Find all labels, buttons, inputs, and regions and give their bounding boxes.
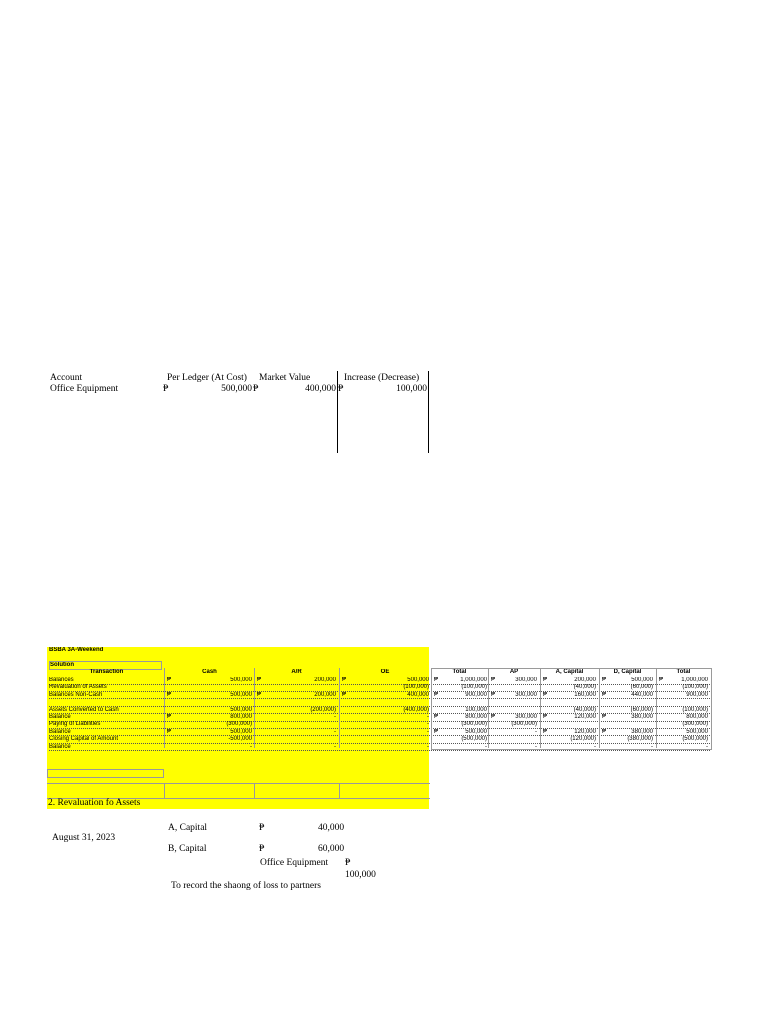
grid-line [254,668,255,748]
cell-total2: (100,000) [682,684,708,691]
cell-cash: - [250,743,252,750]
debit-account: A, Capital [168,823,208,833]
cell-d-cap: 500,000 [631,677,653,683]
row-label: Paying of Liabilities [49,721,101,728]
row-label: Revaluation of Assets [49,684,107,691]
col-header-a-capital: A, Capital [555,669,584,675]
peso-sign: ₱ [491,691,496,698]
peso-sign: ₱ [167,728,172,735]
cell-ap: - [535,728,537,735]
cell-ar: - [334,743,336,750]
sheet-title: BSBA 3A-Weekend [49,647,104,653]
cell-oe: - [427,714,429,720]
row-label: Balances Non-Cash [49,691,103,698]
cell-total2: 1,000,000 [681,677,708,683]
row-increase: 100,000 [396,384,427,394]
header-account: Account [50,373,83,383]
col-header-ar: A/R [291,669,302,675]
grid-line [164,783,165,798]
cell-oe: (100,000) [403,684,429,691]
cell-oe: 400,000 [407,691,429,698]
col-header-transaction: Transaction [89,669,124,675]
grid-line [540,668,541,748]
debit-amount: 60,000 [318,844,345,854]
cell-ar: (200,000) [310,706,336,713]
peso-sign: ₱ [602,714,607,720]
cell-d-cap: 380,000 [631,714,653,720]
row-label: Balance [49,728,71,735]
cell-d-cap: 440,000 [631,691,653,698]
empty-row [47,783,430,799]
peso-sign: ₱ [253,384,259,394]
cell-ap: 300,000 [515,714,537,720]
row-label: Balance [49,743,71,750]
section-title: 2. Revaluation fo Assets [48,798,141,808]
grid-line [656,668,657,748]
peso-sign: ₱ [434,691,439,698]
cell-d-cap: (60,000) [630,684,653,691]
peso-sign: ₱ [602,677,607,683]
cell-oe: 500,000 [407,677,429,683]
cell-oe: (400,000) [403,706,429,713]
cell-a-cap: - [594,743,596,750]
cell-oe: - [427,728,429,735]
cell-total2: (300,000) [682,721,708,728]
grid-line [599,668,600,748]
grid-line [488,668,489,748]
entry-date: August 31, 2023 [52,833,116,843]
cell-d-cap: 380,000 [631,728,653,735]
cell-cash: 500,000 [230,706,252,713]
col-header-ap: AP [509,669,519,675]
row-divider [49,750,710,751]
grid-line [164,668,165,748]
row-per-ledger: 500,000 [221,384,252,394]
peso-sign: ₱ [543,691,548,698]
cell-ar: - [334,714,336,720]
row-label: Balances [49,677,74,683]
grid-line [339,668,340,748]
peso-sign: ₱ [602,691,607,698]
peso-sign: ₱ [167,691,172,698]
cell-total2: 900,000 [686,691,708,698]
cell-d-cap: - [651,743,653,750]
peso-sign: ₱ [342,677,347,683]
peso-sign: ₱ [543,677,548,683]
peso-sign: ₱ [491,714,496,720]
cell-a-cap: (40,000) [573,706,596,713]
grid-line [254,783,255,798]
row-label: Closing Capital of Amount [49,736,119,743]
solution-label: Solution [49,661,162,670]
peso-sign: ₱ [163,384,169,394]
col-header-total2: Total [676,669,691,675]
cell-cash: 800,000 [230,714,252,720]
cell-ar: 200,000 [314,677,336,683]
credit-amount: 100,000 [345,870,376,880]
cell-ap: - [535,743,537,750]
cell-a-cap: 200,000 [574,677,596,683]
peso-sign: ₱ [338,384,344,394]
debit-account: B, Capital [168,844,207,854]
peso-sign: ₱ [345,858,351,868]
column-divider [428,371,429,453]
row-account: Office Equipment [50,384,119,394]
header-market-value: Market Value [259,373,311,383]
cell-ar: - [334,728,336,735]
peso-sign: ₱ [259,844,265,854]
col-header-d-capital: D, Capital [613,669,642,675]
header-increase: Increase (Decrease) [344,373,420,383]
peso-sign: ₱ [342,691,347,698]
row-market-value: 400,000 [305,384,336,394]
cell-ar: 200,000 [314,691,336,698]
cell-total: (300,000) [461,721,487,728]
grid-line [339,783,340,798]
peso-sign: ₱ [259,823,265,833]
credit-account: Office Equipment [260,858,329,868]
cell-a-cap: 160,000 [574,691,596,698]
cell-total: 900,000 [465,691,487,698]
peso-sign: ₱ [543,714,548,720]
cell-oe: - [427,743,429,750]
peso-sign: ₱ [659,677,664,683]
empty-cell [47,769,164,778]
cell-total: - [485,743,487,750]
cell-ap: 300,000 [515,677,537,683]
peso-sign: ₱ [167,714,172,720]
col-header-cash: Cash [202,669,217,675]
col-header-oe: OE [380,669,390,675]
cell-total: 500,000 [465,728,487,735]
cell-total2: 500,000 [686,728,708,735]
cell-a-cap: 120,000 [574,714,596,720]
cell-total2: 800,000 [686,714,708,720]
cell-total2: (500,000) [682,736,708,743]
peso-sign: ₱ [167,677,172,683]
peso-sign: ₱ [257,677,262,683]
column-divider [337,371,338,453]
cell-total2: - [706,743,708,750]
cell-cash: 500,000 [230,677,252,683]
peso-sign: ₱ [434,677,439,683]
cell-a-cap: 120,000 [574,728,596,735]
row-label: Assets Converted to Cash [49,706,119,713]
peso-sign: ₱ [491,677,496,683]
peso-sign: ₱ [257,691,262,698]
peso-sign: ₱ [434,714,439,720]
header-per-ledger: Per Ledger (At Cost) [167,373,247,383]
cell-a-cap: (120,000) [570,736,596,743]
cell-total: 100,000 [465,706,487,713]
cell-total: (500,000) [461,736,487,743]
right-grid-box [431,668,712,750]
cell-oe: - [427,721,429,728]
cell-cash: (300,000) [226,721,252,728]
cell-d-cap: (380,000) [627,736,653,743]
cell-cash: 500,000 [230,691,252,698]
cell-ap: 300,000 [515,691,537,698]
row-label: Balance [49,714,71,720]
cell-total: 1,000,000 [460,677,487,683]
cell-total2: (100,000) [682,706,708,713]
cell-cash: 500,000 [230,728,252,735]
cell-a-cap: (40,000) [573,684,596,691]
col-header-total: Total [452,669,467,675]
peso-sign: ₱ [543,728,548,735]
cell-cash: -500,000 [228,736,252,743]
peso-sign: ₱ [434,728,439,735]
cell-d-cap: (60,000) [630,706,653,713]
peso-sign: ₱ [602,728,607,735]
cell-total: (100,000) [461,684,487,691]
cell-total: 800,000 [465,714,487,720]
cell-ap: (300,000) [511,721,537,728]
entry-memo: To record the shaong of loss to partners [171,881,321,891]
debit-amount: 40,000 [318,823,345,833]
